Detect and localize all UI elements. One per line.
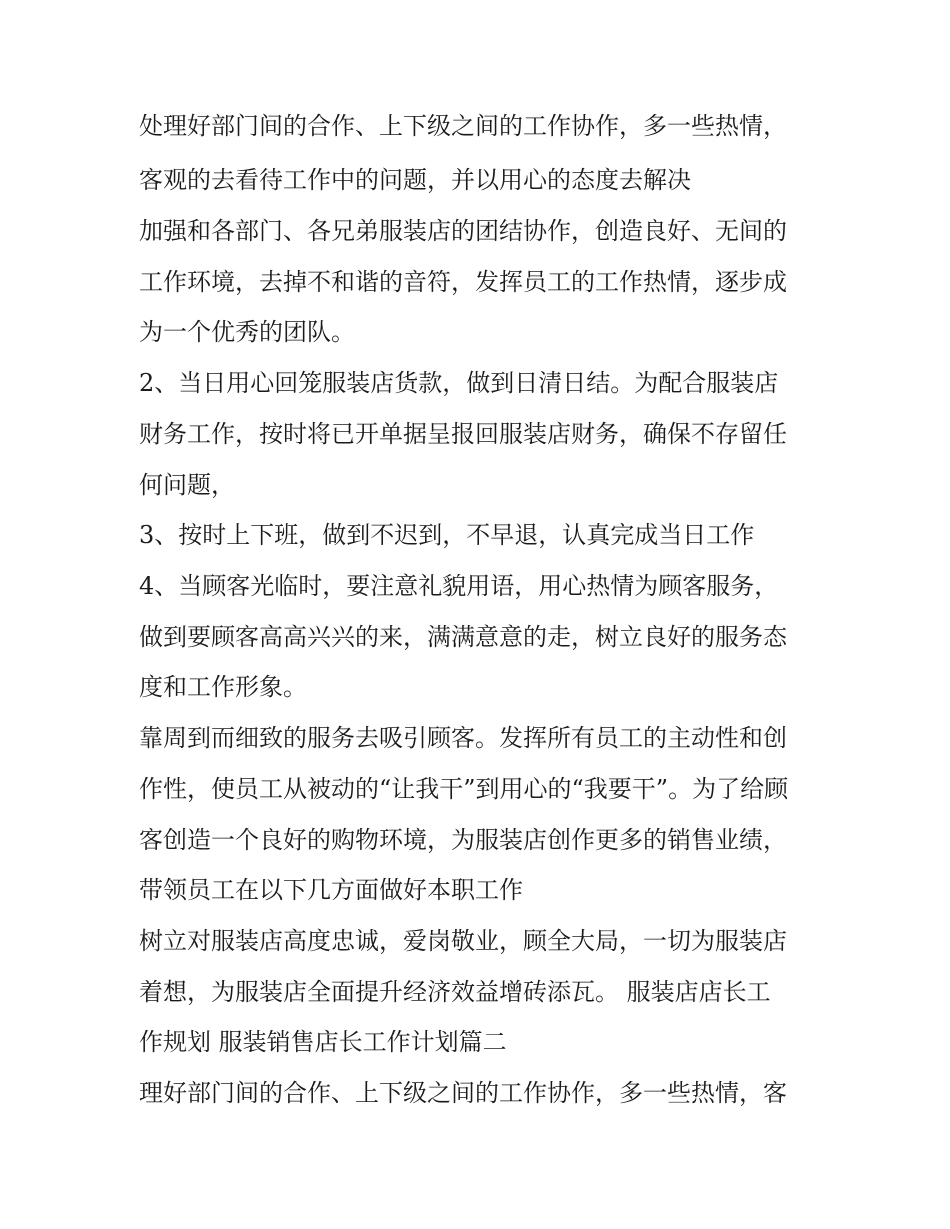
text-line: 作规划 服装销售店长工作计划篇二 [139, 1028, 507, 1056]
text-line: 着想，为服装店全面提升经济效益增砖添瓦。 服装店店长工 [139, 978, 771, 1006]
text-line: 带领员工在以下几方面做好本职工作 [139, 876, 523, 904]
text-line: 加强和各部门、各兄弟服装店的团结协作，创造良好、无间的 [139, 217, 787, 245]
text-line: 2、当日用心回笼服装店货款，做到日清日结。为配合服装店 [139, 369, 779, 397]
text-line: 度和工作形象。 [139, 673, 307, 701]
text-line: 理好部门间的合作、上下级之间的工作协作，多一些热情，客 [139, 1079, 787, 1107]
text-line: 财务工作，按时将已开单据呈报回服装店财务，确保不存留任 [139, 420, 787, 448]
text-line: 做到要顾客高高兴兴的来，满满意意的走，树立良好的服务态 [139, 623, 787, 651]
text-line: 为一个优秀的团队。 [139, 318, 355, 346]
text-line: 何问题， [139, 471, 235, 499]
text-line: 3、按时上下班，做到不迟到，不早退，认真完成当日工作 [139, 521, 755, 549]
text-line: 工作环境，去掉不和谐的音符，发挥员工的工作热情，逐步成 [139, 268, 787, 296]
text-line: 客观的去看待工作中的问题，并以用心的态度去解决 [139, 166, 691, 194]
text-line: 树立对服装店高度忠诚，爱岗敬业，顾全大局，一切为服装店 [139, 927, 787, 955]
text-line: 处理好部门间的合作、上下级之间的工作协作，多一些热情， [139, 112, 787, 140]
text-line: 客创造一个良好的购物环境，为服装店创作更多的销售业绩， [139, 826, 787, 854]
text-line: 靠周到而细致的服务去吸引顾客。发挥所有员工的主动性和创 [139, 724, 787, 752]
text-line: 作性，使员工从被动的“让我干”到用心的“我要干”。为了给顾 [139, 775, 789, 803]
text-line: 4、当顾客光临时，要注意礼貌用语，用心热情为顾客服务， [139, 572, 779, 600]
